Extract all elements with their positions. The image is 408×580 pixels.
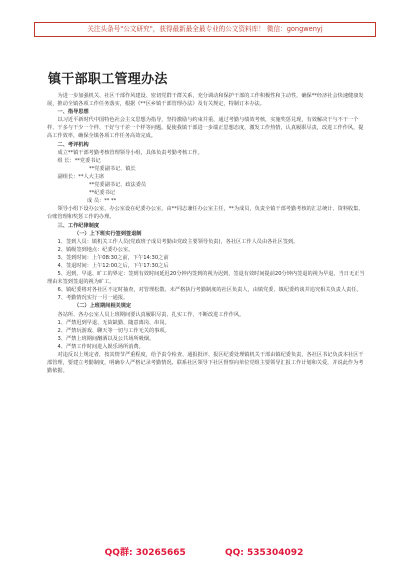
committee-line: 副组长：**人大主席 xyxy=(57,173,105,180)
list-item: 4、严禁工作时间进入娱乐场所消费。 xyxy=(57,343,144,350)
committee-line: **纪委书记 xyxy=(89,190,115,197)
section-heading: 二、考评机构 xyxy=(57,141,89,148)
list-item: 3、签到时间：上午08:30之前，下午14:30之前 xyxy=(57,254,169,261)
list-item: 6、镇纪委将对各社区不定时抽查，对管理松散、未严格执行考勤制度的社区负责人，由镇党委、镇纪委约谈并追究相关负责人责任。 xyxy=(57,287,362,294)
section-heading: 一、指导思想 xyxy=(57,109,89,116)
qq-group-text: QQ群: 30265665 xyxy=(104,548,186,558)
list-item: 1、严禁迟到早退、无故缺勤、随意离岗、串岗。 xyxy=(57,319,170,326)
list-item: 2、严禁玩游戏、聊天等一切与工作无关的事项。 xyxy=(57,327,170,334)
page-title: 镇干部职工管理办法 xyxy=(48,72,168,87)
body-paragraph: 对违反以上规定者，按其情节严重程度，给予责令检查、通报批评、报区纪委处理镇机关干部由镇纪委负责，各社区书记负责本社区干部管理，要建立考勤制度，明确专人严格记录考勤情况，联系社区领导下社区督察向单位党组主要领导汇报工作计划和关爱，并说此作为考勤依据。 xyxy=(47,352,364,375)
footer-contact xyxy=(0,545,408,559)
list-item: 1、签到人员：镇机关工作人员(党政班子成员考勤由党政主要领导负责)，各社区工作人员由各社区签到。 xyxy=(57,238,299,245)
list-item: 2、镇级签到地点：纪委办公室。 xyxy=(57,246,134,253)
subsection-heading: （一）上下班实行签到签退制 xyxy=(74,230,142,237)
body-paragraph: 成立**镇干部考勤考核管理领导小组，具体负责考勤考核工作。 xyxy=(57,149,203,156)
body-paragraph: 以习近平新时代中国特色社会主义思想为指导，坚持激励与约束并重，通过考勤与绩效考核，实施奖惩兑现，有效解决干与不干一个样、干多与干少一个样、干好与干差一个样等问题。促使我镇干部进一步端正思想态度，激发工作热情，认真履职尽责，改进工作作风，提高工作效率，确保全镇各项工作任务高效完成。 xyxy=(47,117,364,140)
promo-banner: 关注头条号"公文研究"，获得最新最全最专业的公文资料库！ 微信：gongwenyj xyxy=(34,22,376,37)
list-item: 7、考勤情况实行一月一通报。 xyxy=(57,295,129,302)
body-paragraph: 领导小组下设办公室，办公室设在纪委办公室，由**同志兼任办公室主任，**为成员，负责全镇干部考勤考核的汇总统计、资料收集、台账管理和奖惩工作的办理。 xyxy=(47,206,364,221)
body-paragraph: 各站所、各办公室人员上班期间要认真履职尽责、扎实工作，不断改进工作作风。 xyxy=(57,311,245,318)
list-item: 5、迟到、早退、旷工的界定：签到有效时间延迟20分钟内签到的视为迟到，签退有效时间提前20分钟内签退的视为早退，当日无正当理由未签到签退的视为旷工。 xyxy=(47,271,365,286)
section-heading: 三、工作纪律制度 xyxy=(57,222,100,229)
committee-line: **党委副书记、镇长 xyxy=(89,165,136,172)
intro-paragraph: 为进一步加强机关、社区干部作风建设、密切党群干群关系，充分调动和保护干部的工作积极性和主动性，确保**经济社会快速健康发展，推动全镇各项工作任务落实，根据《**区乡镇干部管理办法》及有关规定，特制订本办法。 xyxy=(47,93,364,108)
subsection-heading: （二）上班期间相关规定 xyxy=(74,303,132,310)
qq-text: QQ: 535304092 xyxy=(224,548,304,558)
committee-line: **党委副书记、政法委员 xyxy=(89,182,147,189)
committee-line: 成 员：** ** xyxy=(87,198,117,205)
list-item: 3、严禁上班期间酗酒以及公共场所吸烟。 xyxy=(57,335,155,342)
list-item: 4、签退时间：上午12:00之后，下午17:30之后 xyxy=(57,262,169,269)
document-body xyxy=(47,92,365,532)
committee-line: 组 长：**党委书记 xyxy=(57,157,101,164)
